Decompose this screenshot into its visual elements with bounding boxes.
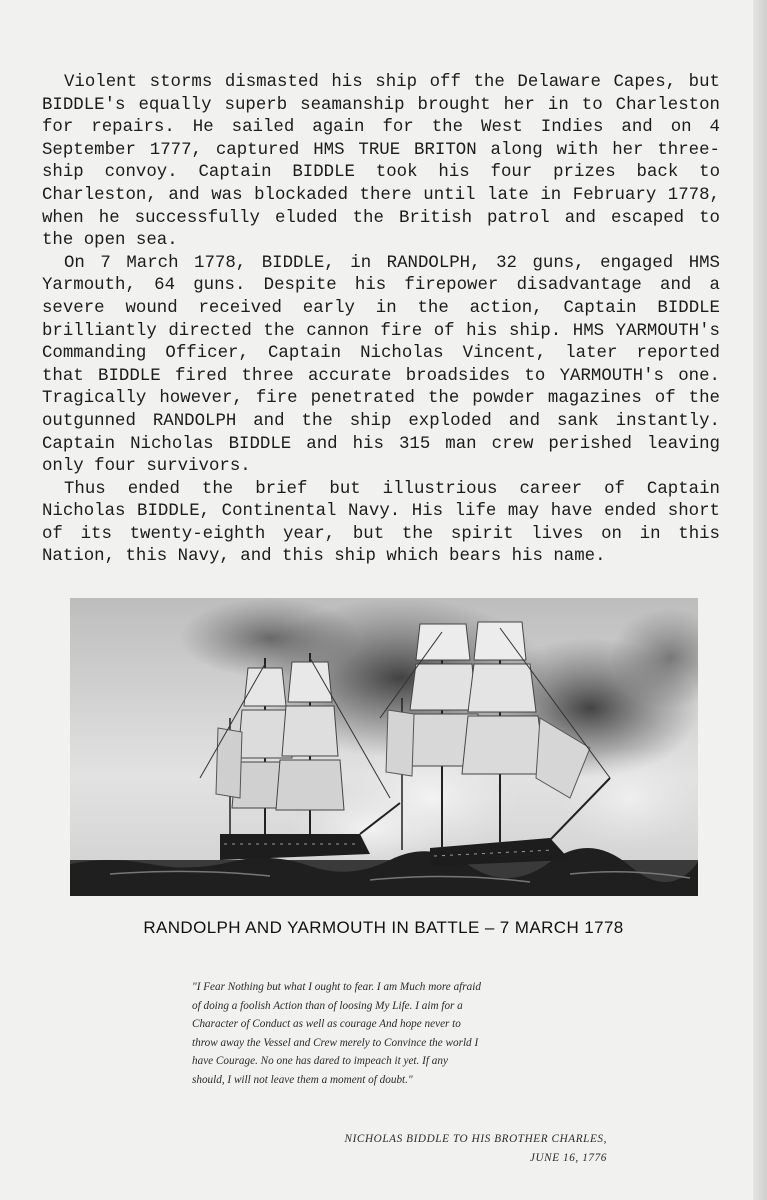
battle-illustration — [70, 598, 698, 896]
image-caption: RANDOLPH AND YARMOUTH IN BATTLE – 7 MARCH 1778 — [143, 918, 624, 937]
paragraph-conclusion: Thus ended the brief but illustrious career of Captain Nicholas BIDDLE, Continental Navy. His life may have ended short of its twenty-eighth year, but the spirit lives on in this Nation, this Navy, and this ship which bears his name. — [42, 479, 720, 567]
body-text — [42, 72, 720, 569]
quote-attribution — [345, 1130, 607, 1168]
paragraph-storms: Violent storms dismasted his ship off the Delaware Capes, but BIDDLE's equally superb seamanship brought her in to Charleston for repairs. He sailed again for the West Indies and on 4 September 1777, captured HMS TRUE BRITON along with her three-ship convoy. Captain BIDDLE took his four prizes back to Charleston, and was blockaded there until late in February 1778, when he successfully eluded the British patrol and escaped to the open sea. — [42, 73, 720, 251]
page-edge — [753, 0, 767, 1200]
attribution-line-1: NICHOLAS BIDDLE TO HIS BROTHER CHARLES, — [344, 1133, 607, 1145]
attribution-line-2: JUNE 16, 1776 — [529, 1152, 607, 1164]
biddle-quote: "I Fear Nothing but what I ought to fear. I am Much more afraid of doing a foolish Action than of loosing My Life. I aim for a Character of Conduct as well as courage And hope never to throw away the Vessel and Crew merely to Convince the world I have Courage. No one has dared to impeach it yet. If any should, I will not leave them a moment of doubt." — [192, 981, 481, 1086]
paragraph-battle: On 7 March 1778, BIDDLE, in RANDOLPH, 32 guns, engaged HMS Yarmouth, 64 guns. Despite his firepower disadvantage and a severe wound received early in the action, Captain BIDDLE brilliantly directed the cannon fire of his ship. HMS YARMOUTH's Commanding Officer, Captain Nicholas Vincent, later reported that BIDDLE fired three accurate broadsides to YARMOUTH's one. Tragically however, fire penetrated the powder magazines of the outgunned RANDOLPH and the ship exploded and sank instantly. Captain Nicholas BIDDLE and his 315 man crew perished leaving only four survivors. — [42, 253, 720, 477]
